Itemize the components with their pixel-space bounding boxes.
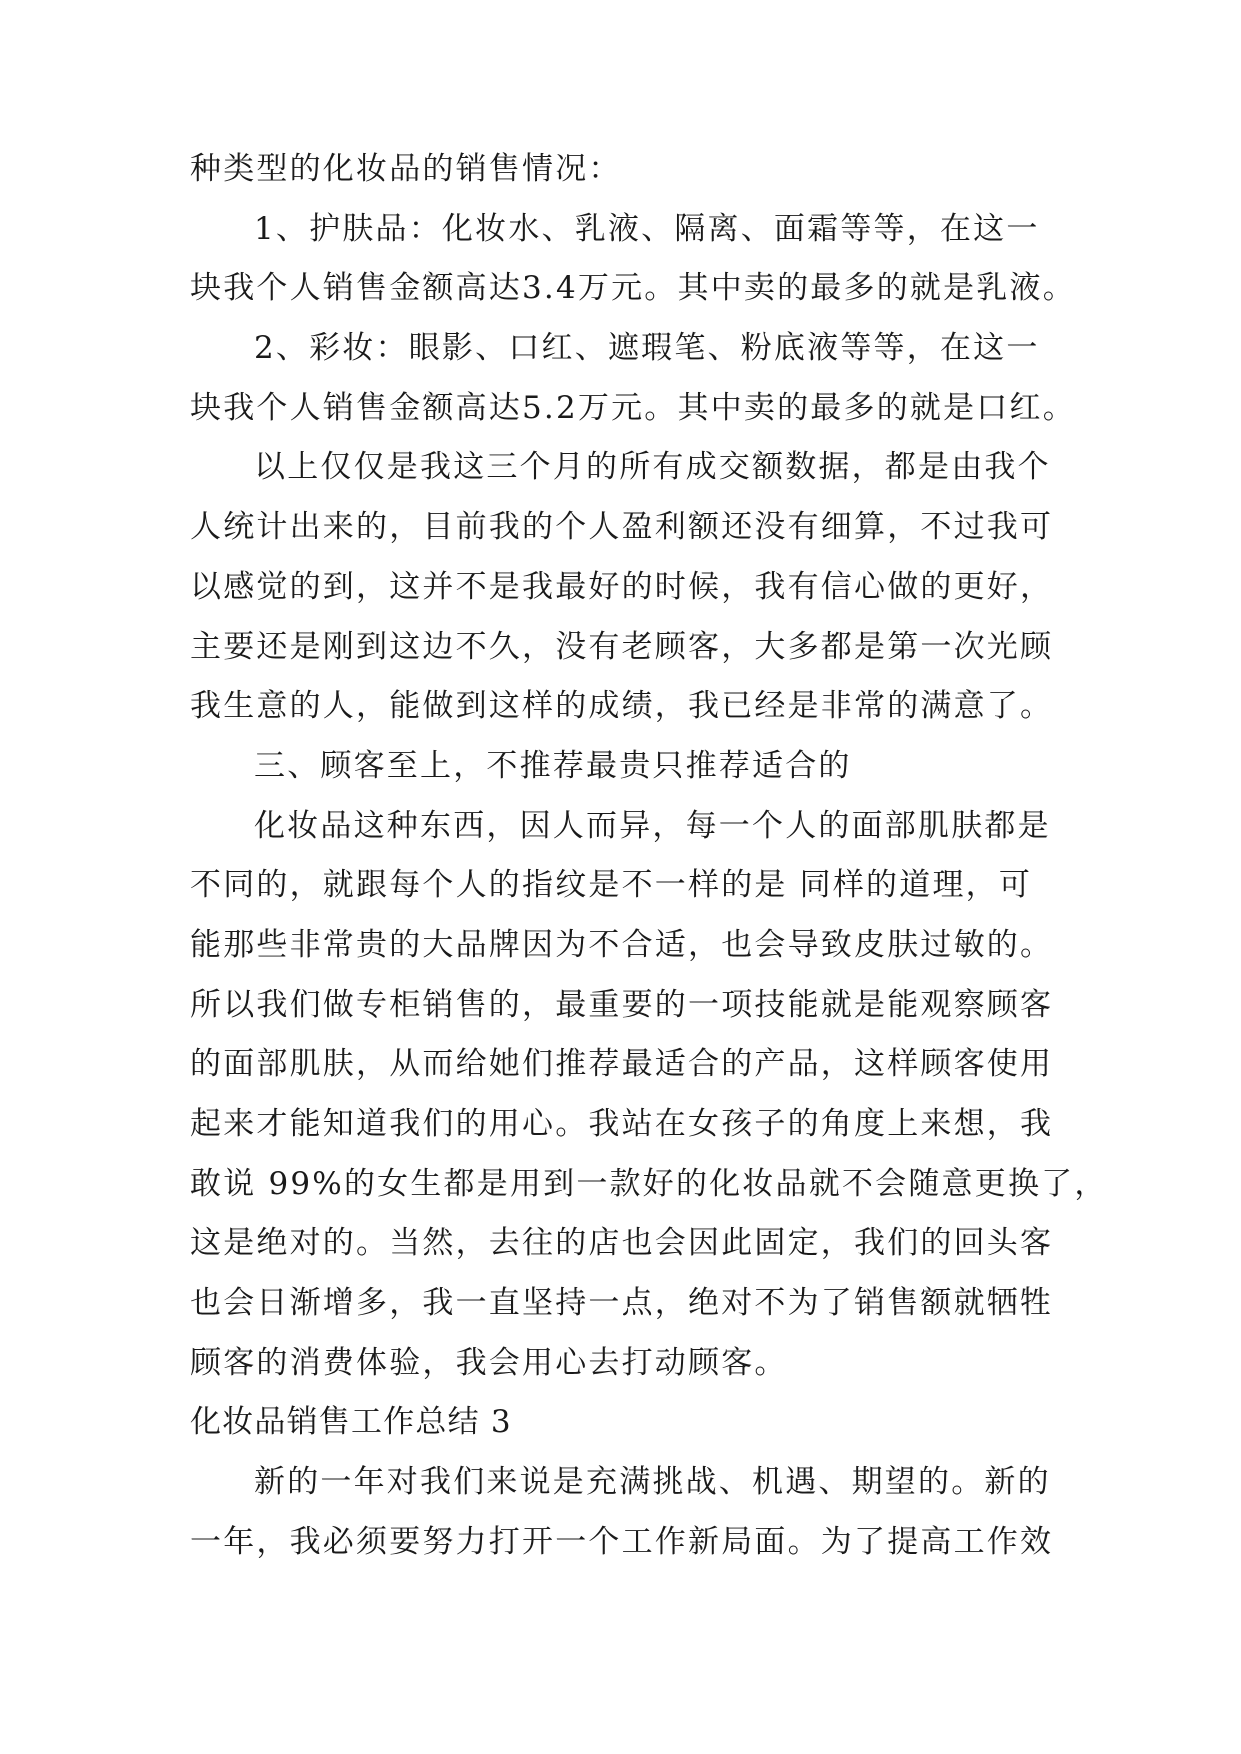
text-line: 2、彩妆：眼影、口红、遮瑕笔、粉底液等等，在这一 — [254, 330, 1040, 367]
text-line: 顾客的消费体验，我会用心去打动顾客。 — [190, 1344, 788, 1381]
text-line: 的面部肌肤，从而给她们推荐最适合的产品，这样顾客使用 — [190, 1046, 1054, 1083]
document-title: 化妆品销售工作总结 3 — [190, 1404, 512, 1441]
text-line: 新的一年对我们来说是充满挑战、机遇、期望的。新的 — [254, 1464, 1051, 1501]
text-line: 1、护肤品：化妆水、乳液、隔离、面霜等等，在这一 — [254, 210, 1040, 247]
text-line: 起来才能知道我们的用心。我站在女孩子的角度上来想，我 — [190, 1106, 1054, 1142]
text-line: 敢说 99%的女生都是用到一款好的化妆品就不会随意更换了， — [190, 1165, 1108, 1202]
text-line: 能那些非常贵的大品牌因为不合适，也会导致皮肤过敏的。 — [190, 926, 1054, 963]
text-line: 主要还是刚到这边不久，没有老顾客，大多都是第一次光顾 — [190, 628, 1054, 665]
text-line: 这是绝对的。当然，去往的店也会因此固定，我们的回头客 — [190, 1225, 1054, 1262]
text-line: 一年，我必须要努力打开一个工作新局面。为了提高工作效 — [190, 1523, 1054, 1560]
text-line: 化妆品这种东西，因人而异，每一个人的面部肌肤都是 — [254, 807, 1051, 844]
text-line: 不同的，就跟每个人的指纹是不一样的是 同样的道理，可 — [190, 867, 1033, 904]
text-line: 以感觉的到，这并不是我最好的时候，我有信心做的更好， — [190, 568, 1054, 605]
text-line: 所以我们做专柜销售的，最重要的一项技能就是能观察顾客 — [190, 986, 1054, 1023]
text-line: 块我个人销售金额高达5.2万元。其中卖的最多的就是口红。 — [190, 389, 1076, 426]
text-line: 人统计出来的，目前我的个人盈利额还没有细算，不过我可 — [190, 509, 1054, 546]
section-heading: 三、顾客至上，不推荐最贵只推荐适合的 — [254, 747, 852, 784]
text-line: 块我个人销售金额高达3.4万元。其中卖的最多的就是乳液。 — [190, 270, 1076, 307]
text-line: 我生意的人，能做到这样的成绩，我已经是非常的满意了。 — [190, 688, 1054, 725]
text-line: 种类型的化妆品的销售情况： — [190, 151, 622, 187]
document-page — [190, 140, 1108, 1573]
text-line: 也会日渐增多，我一直坚持一点，绝对不为了销售额就牺牲 — [190, 1285, 1054, 1322]
text-line: 以上仅仅是我这三个月的所有成交额数据，都是由我个 — [254, 449, 1051, 486]
